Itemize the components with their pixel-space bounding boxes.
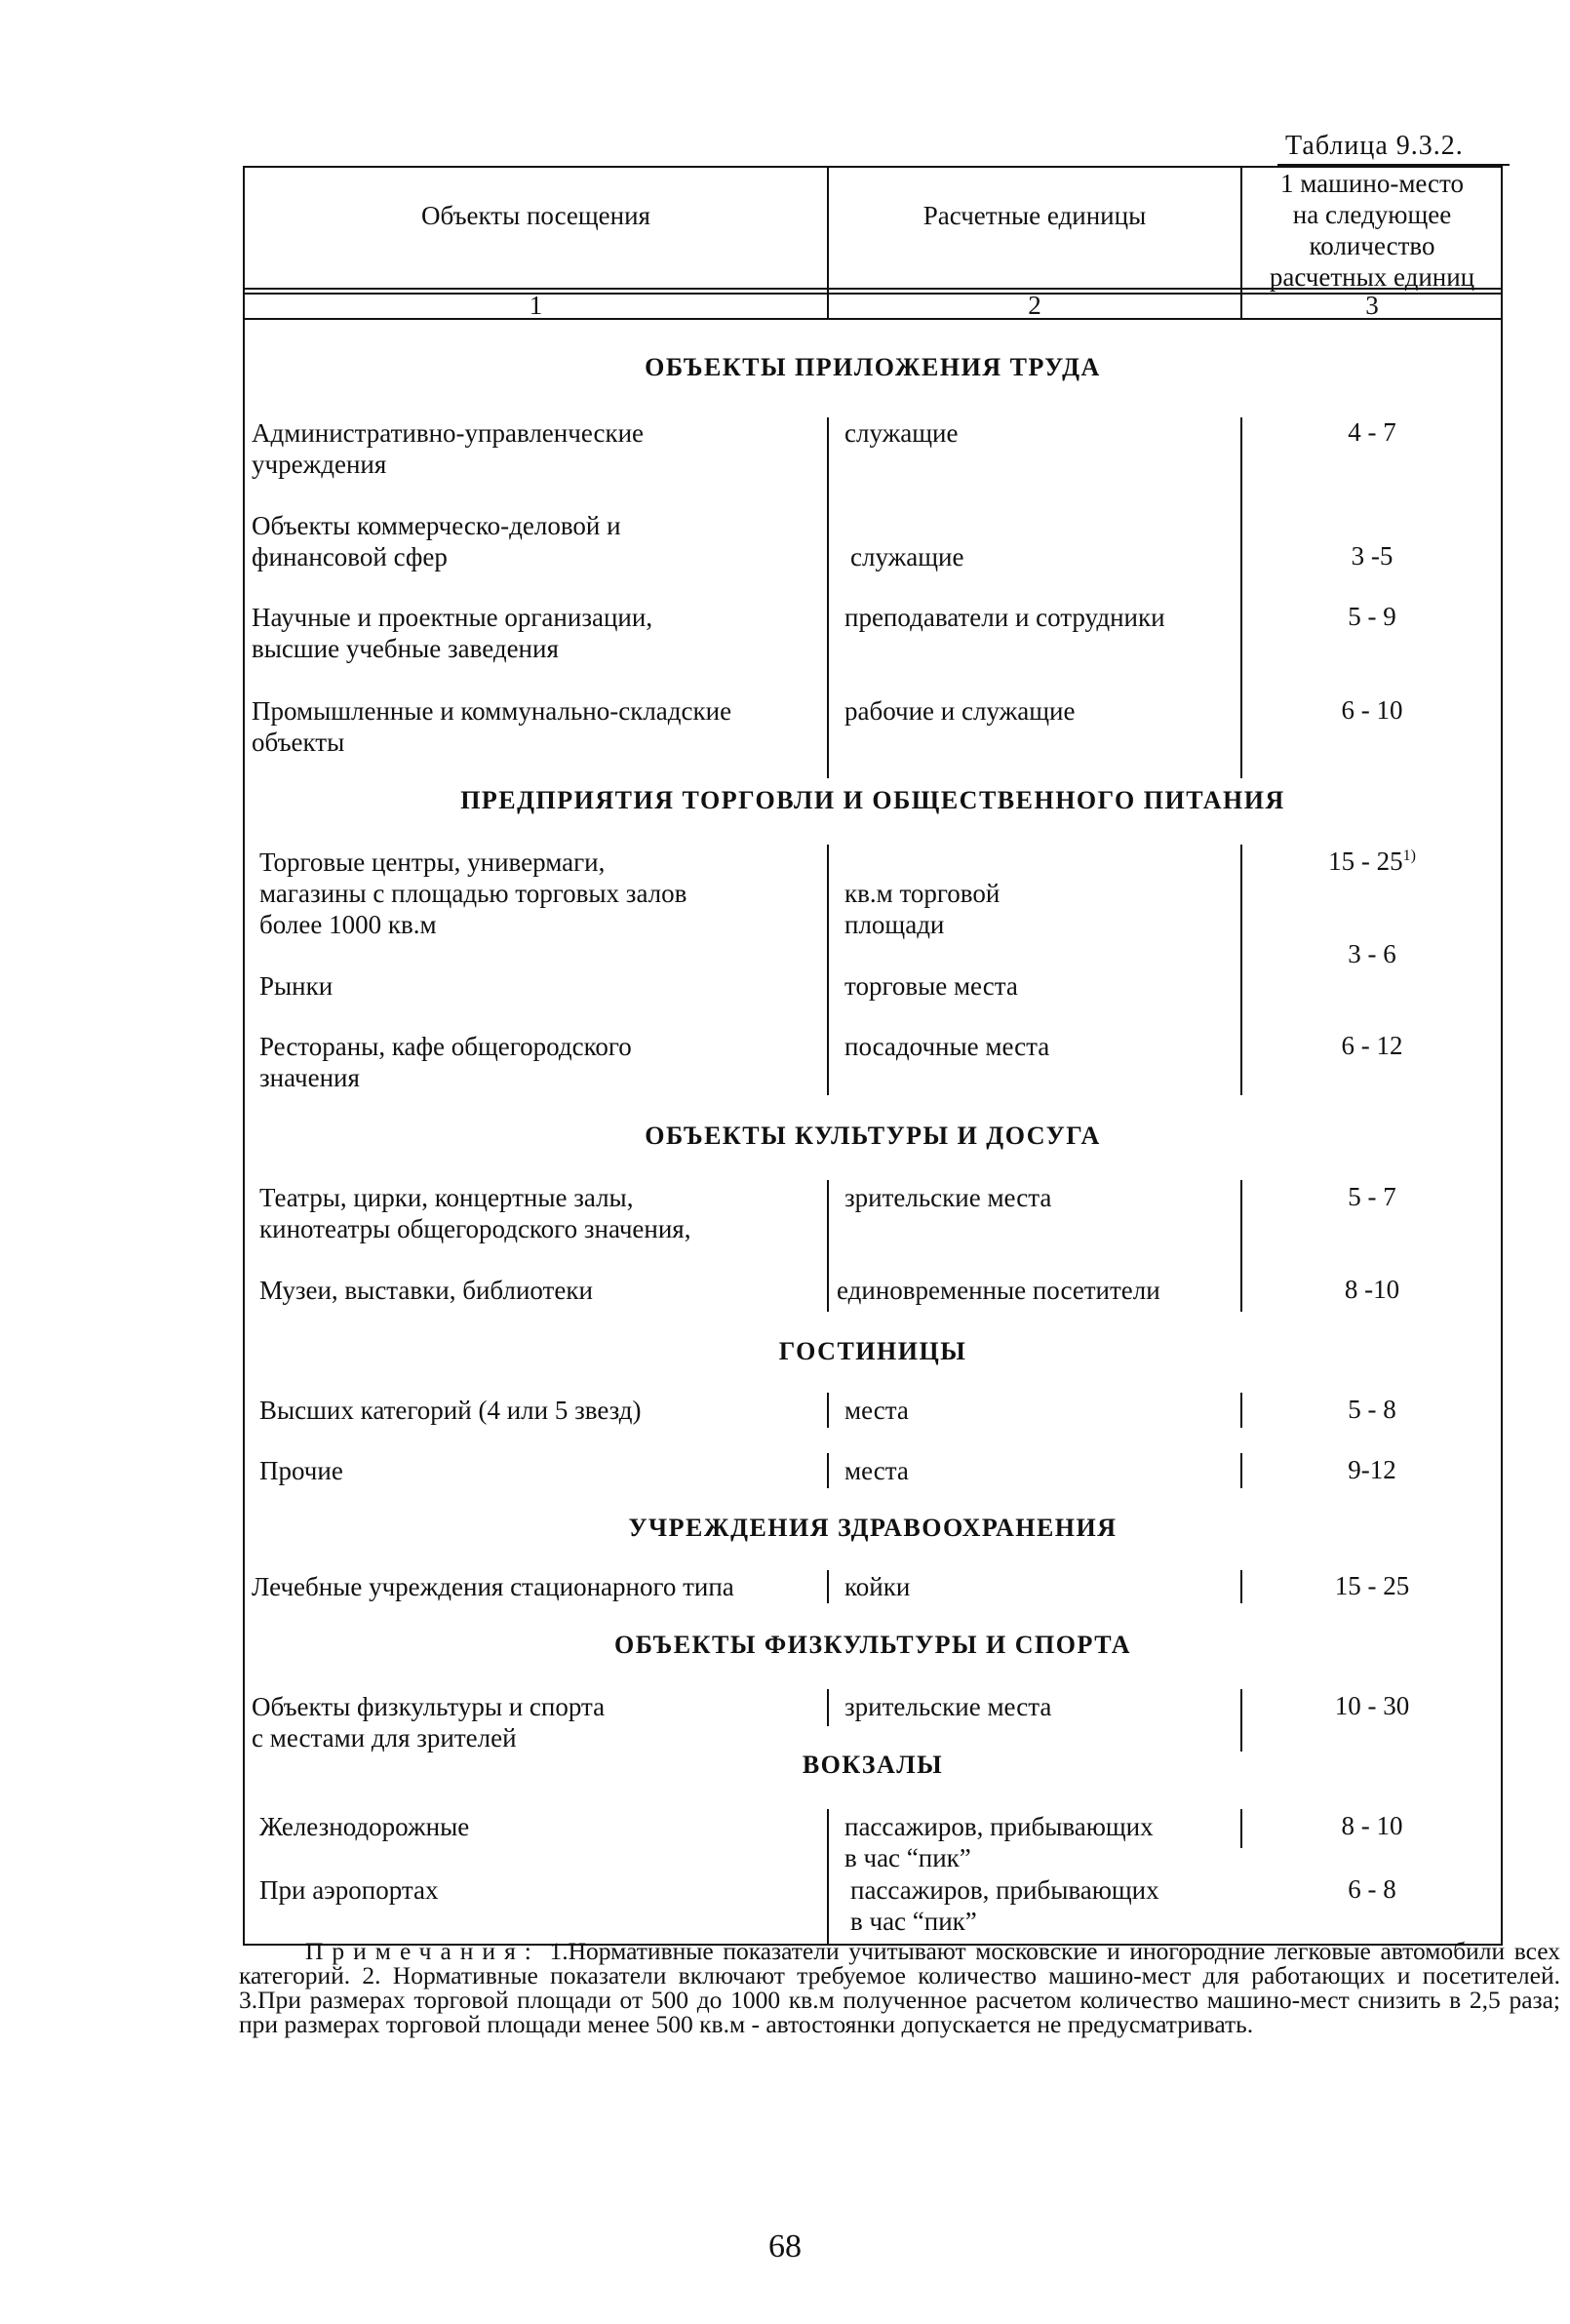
object-cell [252,602,652,664]
cell-divider-left [827,1570,829,1603]
cell-divider-left [827,1689,829,1726]
unit-cell: места [844,1456,909,1485]
object-line: кинотеатры общегородского значения, [259,1214,691,1243]
object-line: значения [259,1063,360,1092]
object-line: учреждения [252,450,387,479]
unit-line: пассажиров, прибывающих [844,1812,1154,1841]
value-cell: 6 - 10 [1341,695,1403,725]
cell-divider-left [827,1393,829,1428]
value-cell: 15 - 25 [1334,1571,1410,1600]
value-cell: 5 - 7 [1348,1182,1396,1211]
object-line: Рестораны, кафе общегородского [259,1032,632,1061]
object-cell: Рынки [259,971,334,1001]
value-cell: 8 -10 [1344,1275,1400,1304]
object-line: финансовой сфер [252,542,448,571]
object-line: Торговые центры, универмаги, [259,847,606,877]
object-line: объекты [252,728,345,757]
page-number: 68 [768,2228,802,2265]
object-cell [252,1691,605,1753]
value-cell: 4 - 7 [1348,417,1396,447]
value-text: 15 - 25 [1328,847,1403,876]
unit-cell: единовременные посетители [837,1276,1160,1305]
object-cell [252,510,621,572]
object-cell [259,847,687,940]
value-cell: 9-12 [1348,1455,1396,1484]
notes-block [239,1939,1560,2036]
value-cell: 5 - 8 [1348,1395,1396,1424]
object-cell: Лечебные учреждения стационарного типа [252,1572,734,1601]
section-title-sport: ОБЪЕКТЫ ФИЗКУЛЬТУРЫ И СПОРТА [613,1631,1132,1659]
object-cell: Музеи, выставки, библиотеки [259,1276,593,1305]
section-title-culture: ОБЪЕКТЫ КУЛЬТУРЫ И ДОСУГА [645,1122,1101,1150]
column-number-1: 1 [529,291,543,320]
cell-divider-left [827,1180,829,1312]
object-line: Административно-управленческие [252,418,645,448]
header-ratio-line-3: количество [1309,231,1435,260]
header-ratio-line-1: 1 машино-место [1280,169,1464,198]
cell-divider-left [827,417,829,778]
unit-cell: места [844,1396,909,1425]
object-line: магазины с площадью торговых залов [259,879,687,908]
unit-cell: посадочные места [844,1032,1050,1061]
value-cell: 10 - 30 [1334,1691,1410,1720]
header-ratio-line-4: расчетных единиц [1269,262,1475,292]
object-cell: Железнодорожные [259,1812,470,1841]
notes-label: Примечания: [305,1937,540,1965]
object-cell [252,417,644,480]
object-cell [259,1182,690,1244]
unit-cell: торговые места [844,971,1018,1001]
value-cell: 5 - 9 [1348,602,1396,631]
header-ratio-line-2: на следующее [1292,200,1452,229]
object-cell: Прочие [259,1456,343,1485]
unit-cell: рабочие и служащие [844,696,1076,726]
unit-cell: преподаватели и сотрудники [844,603,1165,632]
object-line: Объекты физкультуры и спорта [252,1692,606,1721]
cell-divider-left [827,845,829,1095]
unit-line: кв.м торговой [844,879,1001,908]
object-cell [259,1031,632,1093]
object-line: более 1000 кв.м [259,910,437,939]
unit-line: в час “пик” [844,1843,971,1872]
unit-line: в час “пик” [850,1907,977,1936]
unit-cell [844,878,1000,940]
object-line: Театры, цирки, концертные залы, [259,1183,634,1212]
unit-line: площади [844,910,945,939]
header-units: Расчетные единицы [922,201,1147,230]
unit-cell: служащие [850,542,964,571]
unit-line: пассажиров, прибывающих [850,1875,1159,1905]
table-caption: Таблица 9.3.2. [1285,131,1464,161]
header-objects: Объекты посещения [421,201,650,230]
object-line: Научные и проектные организации, [252,603,653,632]
section-title-health: УЧРЕЖДЕНИЯ ЗДРАВООХРАНЕНИЯ [628,1514,1118,1542]
unit-cell: зрительские места [844,1692,1052,1721]
unit-cell: койки [844,1572,911,1601]
cell-divider-left [827,1809,829,1946]
object-cell [252,695,731,758]
value-cell: 6 - 8 [1348,1874,1396,1904]
value-cell [1242,847,1502,877]
section-title-stations: ВОКЗАЛЫ [802,1751,944,1779]
section-title-labor: ОБЪЕКТЫ ПРИЛОЖЕНИЯ ТРУДА [645,353,1101,381]
notes-text: 1.Нормативные показатели учитывают московские и иногородние легковые автомобили всех категорий. 2. Нормативные показатели включают требуемое количество машино-мест для работающих и посетителей. 3.При размерах торговой площади от 500 до 1000 кв.м полученное расчетом количество машино-мест снизить в 2,5 раза; при размерах торговой площади менее 500 кв.м - автостоянки допускается не предусматривать. [239,1937,1560,2038]
object-line: с местами для зрителей [252,1723,517,1753]
unit-cell: служащие [844,418,959,448]
column-number-3: 3 [1365,291,1379,320]
value-cell: 8 - 10 [1341,1811,1403,1840]
value-cell: 3 -5 [1351,541,1393,571]
object-line: Объекты коммерческо-деловой и [252,511,621,540]
object-line: Промышленные и коммунально-складские [252,696,732,726]
object-cell: При аэропортах [259,1875,439,1905]
unit-cell [850,1874,1159,1937]
unit-cell [844,1811,1154,1873]
header-ratio [1242,168,1502,293]
object-cell: Высших категорий (4 или 5 звезд) [259,1396,642,1425]
column-number-2: 2 [1028,291,1041,320]
object-line: высшие учебные заведения [252,634,559,663]
value-cell: 6 - 12 [1341,1031,1403,1060]
unit-cell: зрительские места [844,1183,1052,1212]
cell-divider-left [827,1453,829,1488]
value-cell: 3 - 6 [1348,939,1396,968]
section-title-trade: ПРЕДПРИЯТИЯ ТОРГОВЛИ И ОБЩЕСТВЕННОГО ПИТАНИЯ [460,786,1285,814]
footnote-mark: 1) [1402,847,1416,864]
section-title-hotels: ГОСТИНИЦЫ [778,1337,967,1365]
